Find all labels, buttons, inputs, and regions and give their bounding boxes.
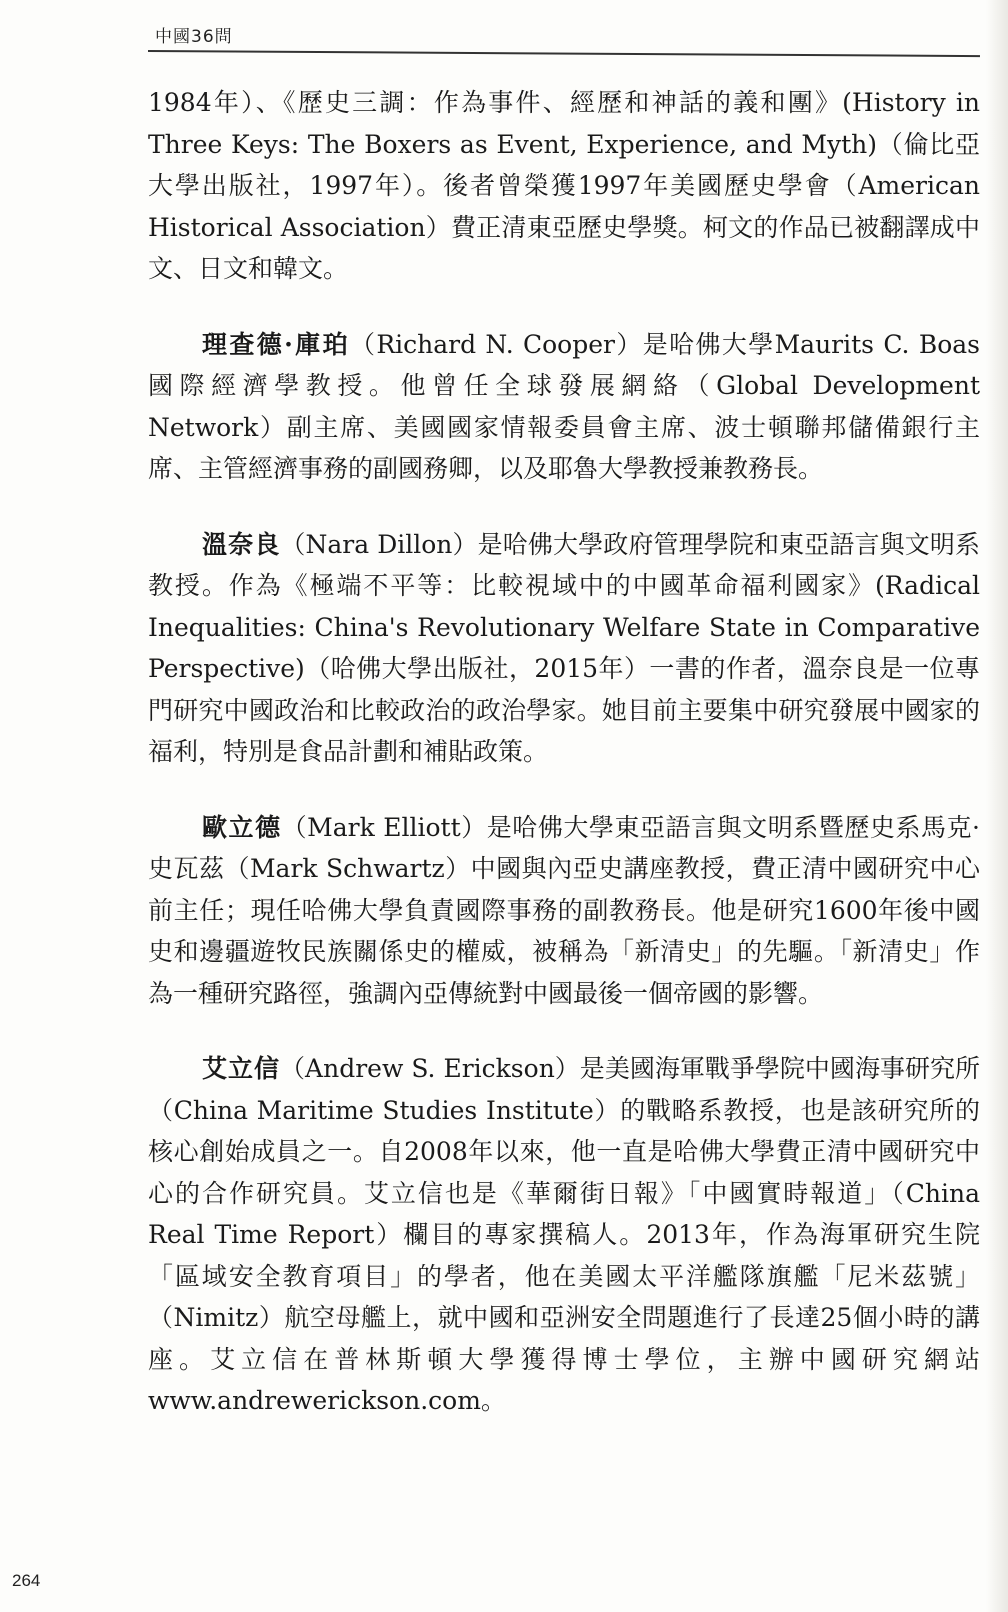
paragraph-elliott — [148, 807, 980, 1015]
paragraph-text: （Richard N. Cooper）是哈佛大學Maurits C. Boas國際經濟學教授。他曾任全球發展網絡（Global Development Network）副主席、美國國家情報委員會主席、波士頓聯邦儲備銀行主席、主管經濟事務的副國務卿，以及耶魯大學教授兼教務長。 — [148, 329, 980, 483]
paragraph-erickson — [148, 1048, 980, 1422]
paragraph-cooper — [148, 324, 980, 490]
author-name: 歐立德 — [202, 812, 282, 842]
paragraph-dillon — [148, 524, 980, 773]
paragraph-cohen-continued — [148, 82, 980, 290]
page-number: 264 — [12, 1571, 41, 1590]
header-rule — [148, 50, 980, 57]
author-name: 理查德·庫珀 — [202, 329, 350, 359]
running-head: 中國36問 — [155, 27, 233, 47]
paragraph-text: （Andrew S. Erickson）是美國海軍戰爭學院中國海事研究所（China Maritime Studies Institute）的戰略系教授，也是該研究所的核心創始成員之一。自2008年以來，他一直是哈佛大學費正清中國研究中心的合作研究員。艾立信也是《華爾街日報》「中國實時報道」（China Real Time Report）欄目的專家撰稿人。2013年，作為海軍研究生院「區域安全教育項目」的學者，他在美國太平洋艦隊旗艦「尼米茲號」（Nimitz）航空母艦上，就中國和亞洲安全問題進行了長達25個小時的講座。艾立信在普林斯頓大學獲得博士學位，主辦中國研究網站www.andrewerickson.com。 — [148, 1054, 980, 1415]
paragraph-text: （Mark Elliott）是哈佛大學東亞語言與文明系暨歷史系馬克·史瓦茲（Mark Schwartz）中國與內亞史講座教授，費正清中國研究中心前主任；現任哈佛大學負責國際事務的副教務長。他是研究1600年後中國史和邊疆遊牧民族關係史的權威，被稱為「新清史」的先驅。「新清史」作為一種研究路徑，強調內亞傳統對中國最後一個帝國的影響。 — [148, 812, 980, 1008]
paragraph-text: （Nara Dillon）是哈佛大學政府管理學院和東亞語言與文明系教授。作為《極端不平等：比較視域中的中國革命福利國家》(Radical Inequalities: China's Revolutionary Welfare State in Comparative Perspective)（哈佛大學出版社，2015年）一書的作者，溫奈良是一位專門研究中國政治和比較政治的政治學家。她目前主要集中研究發展中國家的福利，特別是食品計劃和補貼政策。 — [148, 529, 980, 766]
page-edge-shadow — [986, 0, 1008, 1612]
author-name: 艾立信 — [202, 1054, 281, 1083]
paragraph-text: 1984年）、《歷史三調：作為事件、經歷和神話的義和團》(History in Three Keys: The Boxers as Event, Experience, and Myth)（倫比亞大學出版社，1997年）。後者曾榮獲1997年美國歷史學會（American Historical Association）費正清東亞歷史學獎。柯文的作品已被翻譯成中文、日文和韓文。 — [148, 88, 980, 283]
page-body — [148, 82, 980, 1456]
author-name: 溫奈良 — [202, 529, 281, 559]
